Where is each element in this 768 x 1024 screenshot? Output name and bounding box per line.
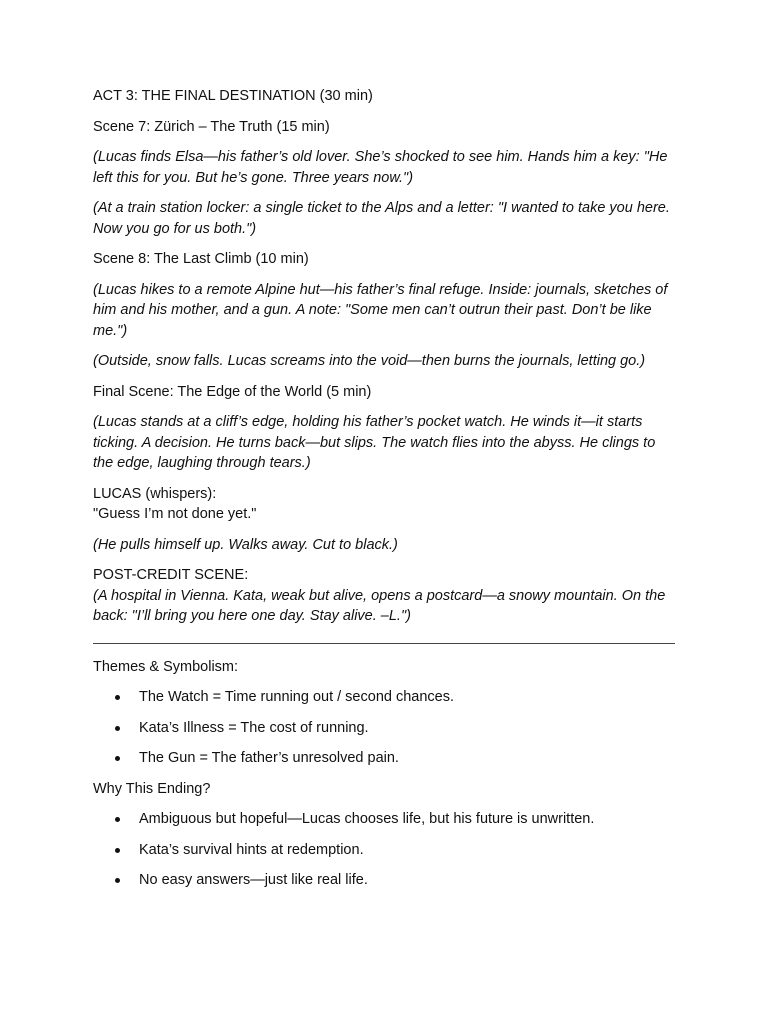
post-credit-direction: (A hospital in Vienna. Kata, weak but alive, opens a postcard—a snowy mountain. On the back: "I’ll bring you here one day. Stay alive. –L.") xyxy=(93,587,666,624)
list-item xyxy=(93,748,678,769)
list-item xyxy=(93,840,678,861)
scene-8-direction-2: (Outside, snow falls. Lucas screams into the void—then burns the journals, letting go.) xyxy=(93,353,646,369)
list-item-text: Kata’s Illness = The cost of running. xyxy=(139,719,369,736)
list-item-text: No easy answers—just like real life. xyxy=(139,872,368,888)
bullet-icon xyxy=(115,817,120,822)
list-item xyxy=(93,718,678,739)
ending-heading: Why This Ending? xyxy=(93,780,211,797)
list-item-text: Ambiguous but hopeful—Lucas chooses life, but his future is unwritten. xyxy=(139,811,595,827)
dialogue-line: "Guess I’m not done yet." xyxy=(93,506,257,522)
list-item xyxy=(93,809,678,830)
scene-8-heading: Scene 8: The Last Climb (10 min) xyxy=(93,251,309,267)
ending-list xyxy=(93,809,678,891)
bullet-icon xyxy=(115,726,120,731)
final-scene-direction-1: (Lucas stands at a cliff’s edge, holding his father’s pocket watch. He winds it—it starts ticking. A decision. He turns back—but slips. The watch flies into the abyss. He clings to the edge, laughing through tears.) xyxy=(93,414,656,471)
scene-7-heading: Scene 7: Zürich – The Truth (15 min) xyxy=(93,118,330,135)
themes-list xyxy=(93,687,678,769)
final-scene-direction-2: (He pulls himself up. Walks away. Cut to black.) xyxy=(93,536,398,553)
section-divider xyxy=(93,643,675,644)
list-item xyxy=(93,687,678,708)
bullet-icon xyxy=(115,756,120,761)
list-item-text: Kata’s survival hints at redemption. xyxy=(139,841,364,858)
script-page xyxy=(93,86,678,901)
list-item-text: The Watch = Time running out / second chances. xyxy=(139,689,455,705)
dialogue-speaker: LUCAS (whispers): xyxy=(93,485,217,502)
scene-8-direction-1: (Lucas hikes to a remote Alpine hut—his father’s final refuge. Inside: journals, sketches of him and his mother, and a gun. A note: "Some men can’t outrun their past. Don’t be like me.") xyxy=(93,281,668,339)
list-item xyxy=(93,870,678,891)
bullet-icon xyxy=(115,695,120,700)
bullet-icon xyxy=(115,878,120,883)
post-credit-heading: POST-CREDIT SCENE: xyxy=(93,567,249,583)
scene-7-direction-2: (At a train station locker: a single ticket to the Alps and a letter: "I wanted to take you here. Now you go for us both.") xyxy=(93,200,670,237)
act-heading: ACT 3: THE FINAL DESTINATION (30 min) xyxy=(93,88,373,104)
themes-heading: Themes & Symbolism: xyxy=(93,658,239,675)
scene-7-direction-1: (Lucas finds Elsa—his father’s old lover. She’s shocked to see him. Hands him a key: "He left this for you. But he’s gone. Three years now.") xyxy=(93,149,668,186)
list-item-text: The Gun = The father’s unresolved pain. xyxy=(139,750,399,766)
bullet-icon xyxy=(115,848,120,853)
final-scene-heading: Final Scene: The Edge of the World (5 min) xyxy=(93,383,372,400)
